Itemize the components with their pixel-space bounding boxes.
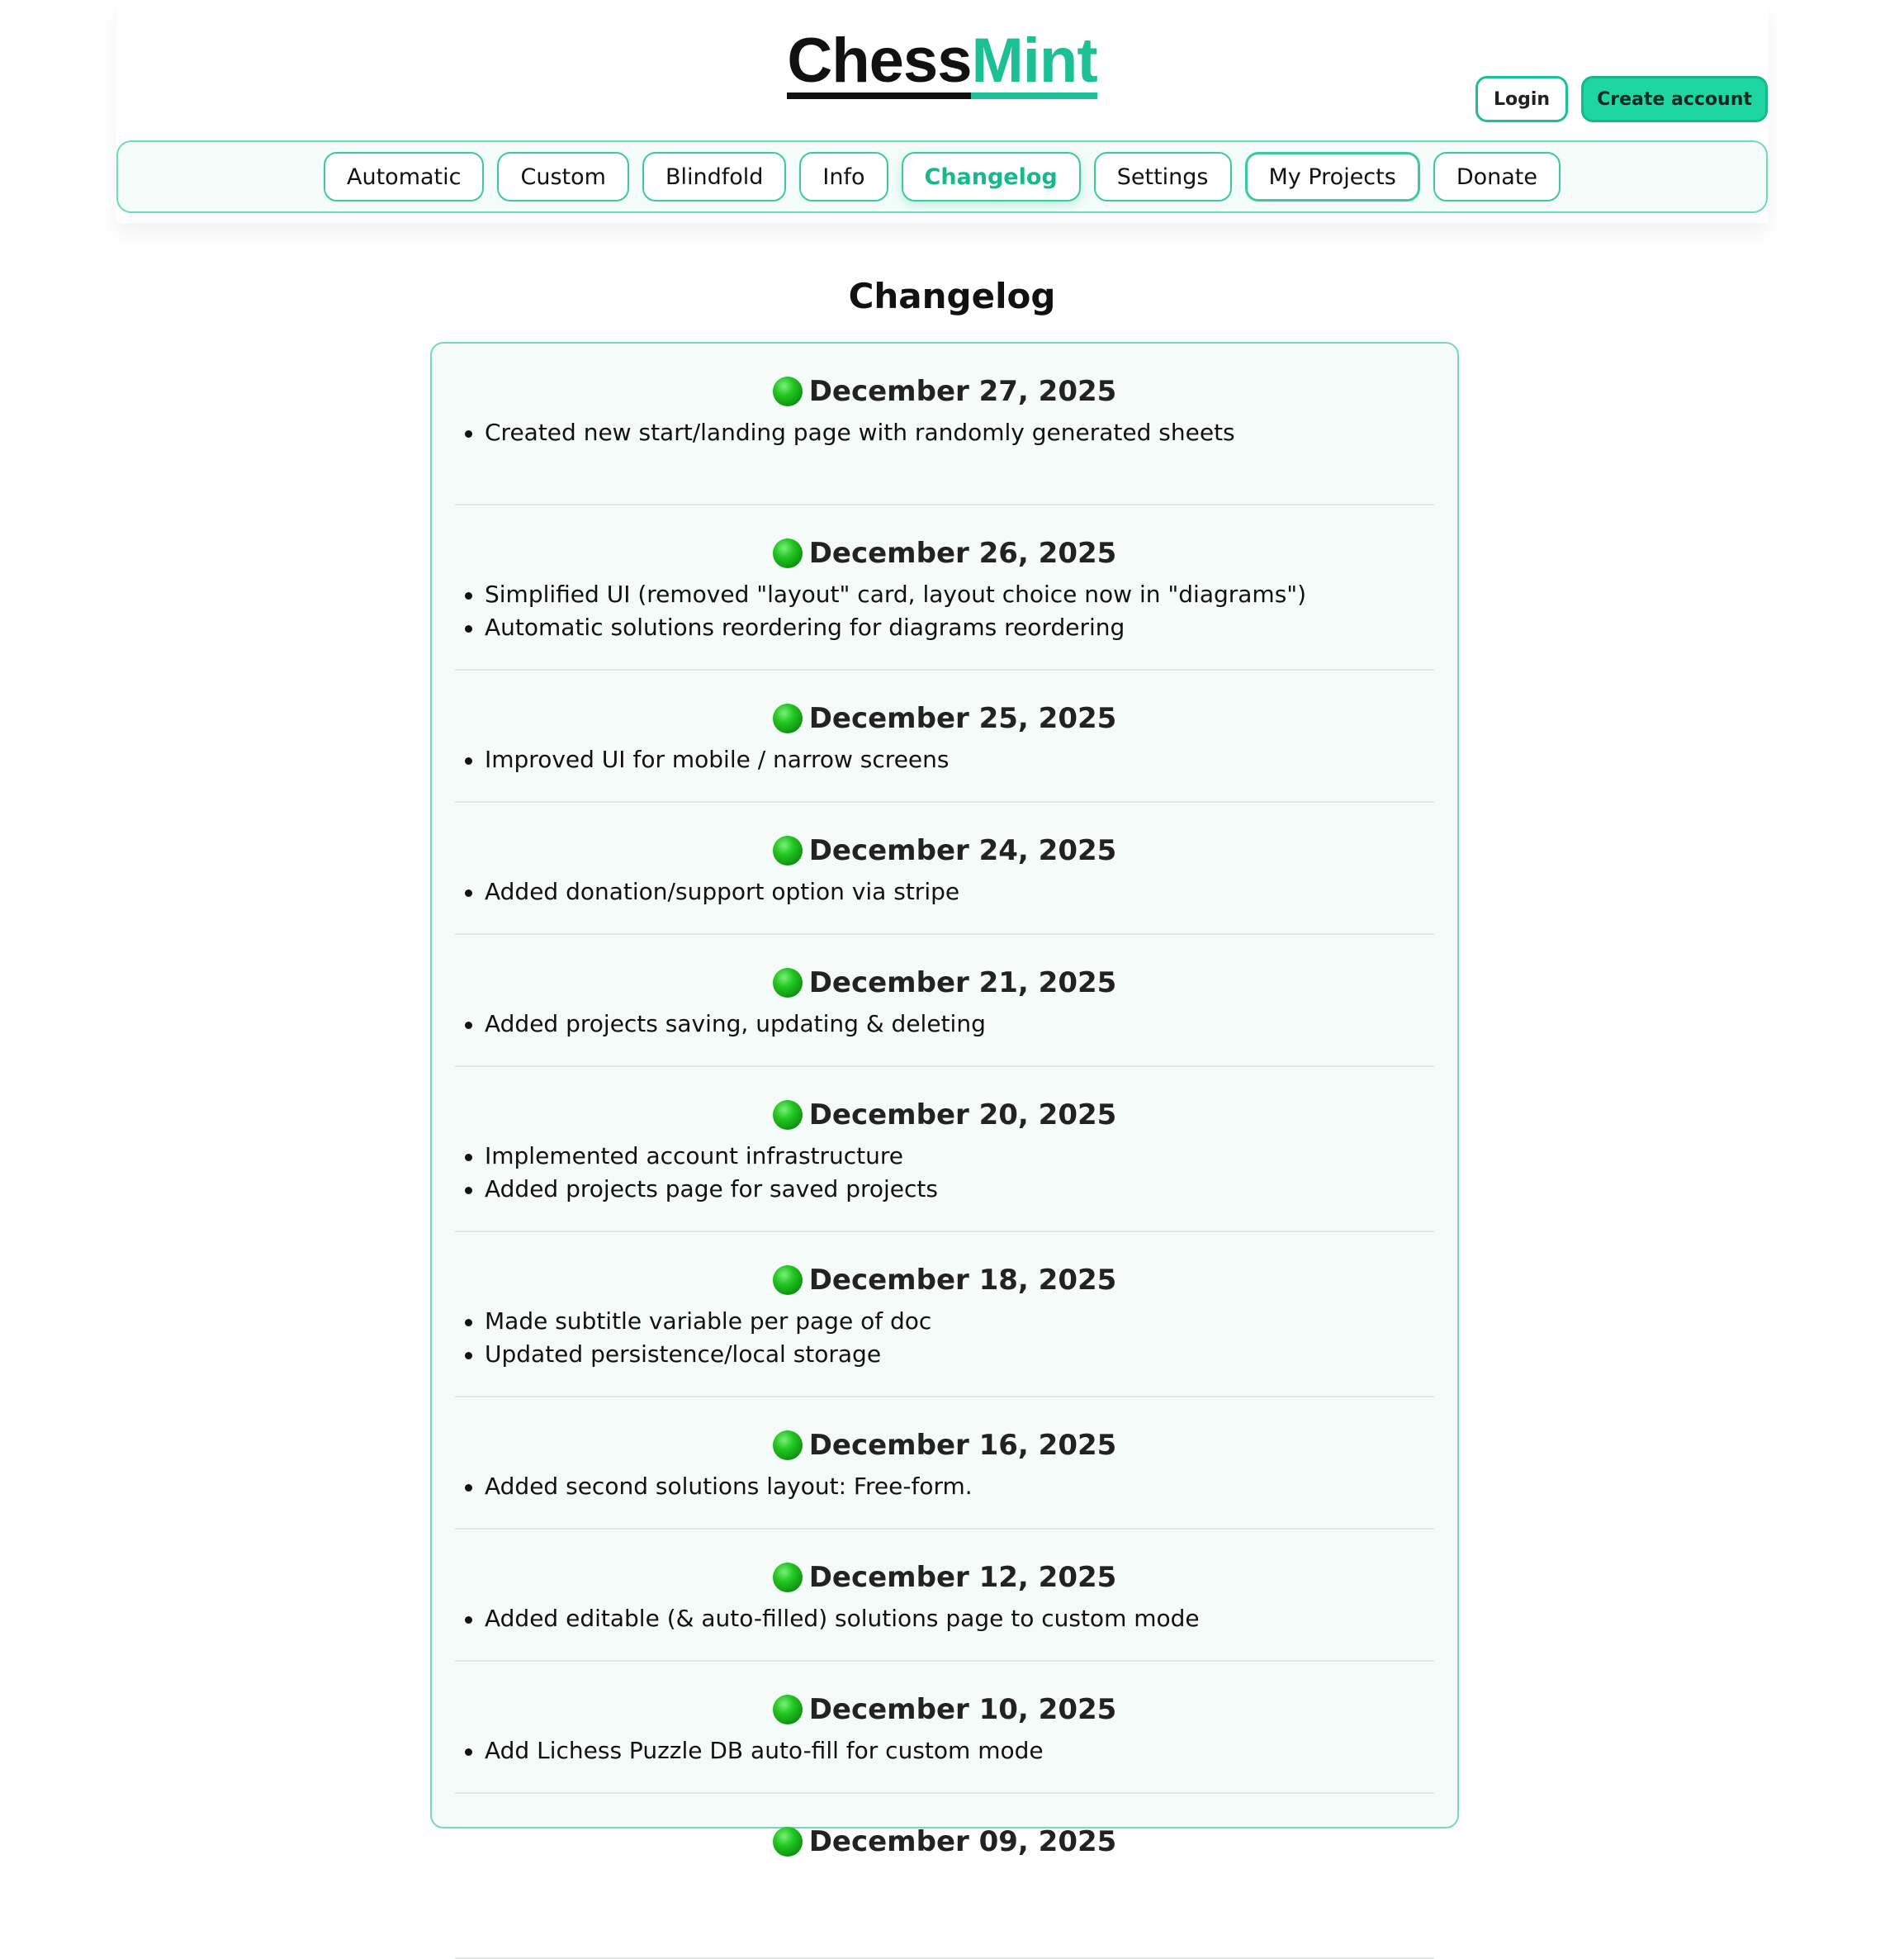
changelog-item: Added donation/support option via stripe [485,875,1434,908]
changelog-entry [455,1794,1434,1959]
changelog-items [455,1602,1434,1635]
green-circle-icon [773,1827,803,1857]
tab-automatic[interactable]: Automatic [324,152,484,202]
changelog-entry [455,1530,1434,1662]
tab-my-projects[interactable]: My Projects [1245,152,1420,202]
changelog-items [455,1140,1434,1206]
changelog-item: Automatic solutions reordering for diagrams reordering [485,611,1434,644]
changelog-date-heading [455,1691,1434,1728]
changelog-date-heading [455,535,1434,572]
changelog-items [455,1008,1434,1041]
changelog-items [455,416,1434,449]
changelog-entry [455,1232,1434,1397]
changelog-entry [455,1067,1434,1232]
green-circle-icon [773,1430,803,1460]
changelog-item: Updated persistence/local storage [485,1338,1434,1371]
changelog-date: December 16, 2025 [808,1429,1117,1462]
green-circle-icon [773,1100,803,1130]
changelog-entry [455,803,1434,935]
changelog-date-heading [455,965,1434,1001]
changelog-entry [455,505,1434,671]
changelog-date-heading [455,1097,1434,1133]
green-circle-icon [773,538,803,568]
tab-donate[interactable]: Donate [1433,152,1561,202]
changelog-date: December 10, 2025 [808,1693,1117,1726]
changelog-card [430,342,1459,1858]
tab-info[interactable]: Info [799,152,888,202]
logo-mint-text: Mint [971,30,1096,99]
main-nav [116,140,1768,213]
changelog-date-heading [455,1559,1434,1596]
changelog-entry [455,935,1434,1067]
site-header [116,0,1768,223]
tab-settings[interactable]: Settings [1094,152,1232,202]
changelog-entry [455,1397,1434,1530]
green-circle-icon [773,836,803,866]
login-button[interactable]: Login [1475,76,1568,122]
changelog-date: December 25, 2025 [808,702,1117,735]
changelog-entry [455,1662,1434,1794]
changelog-item: Created new start/landing page with randomly generated sheets [485,416,1434,449]
changelog-date: December 21, 2025 [808,966,1117,999]
green-circle-icon [773,1265,803,1295]
tab-custom[interactable]: Custom [497,152,628,202]
changelog-date: December 18, 2025 [808,1264,1117,1297]
changelog-items [455,875,1434,908]
changelog-date: December 09, 2025 [808,1825,1117,1858]
changelog-date: December 20, 2025 [808,1098,1117,1131]
tab-blindfold[interactable]: Blindfold [642,152,786,202]
changelog-items [455,1734,1434,1767]
changelog-items [455,1305,1434,1371]
changelog-items [455,1470,1434,1503]
tab-changelog[interactable]: Changelog [902,152,1081,202]
green-circle-icon [773,968,803,998]
changelog-item: Made subtitle variable per page of doc [485,1305,1434,1338]
changelog-item: Add Lichess Puzzle DB auto-fill for custom mode [485,1734,1434,1767]
green-circle-icon [773,704,803,733]
changelog-date-heading [455,1262,1434,1298]
changelog-date: December 27, 2025 [808,375,1117,408]
changelog-item: Improved UI for mobile / narrow screens [485,743,1434,776]
changelog-item: Added editable (& auto-filled) solutions page to custom mode [485,1602,1434,1635]
create-account-button[interactable]: Create account [1581,76,1768,122]
logo-chess-text: Chess [787,30,971,99]
changelog-date: December 26, 2025 [808,537,1117,570]
green-circle-icon [773,377,803,406]
changelog-entry [455,373,1434,505]
changelog-date: December 12, 2025 [808,1561,1117,1594]
changelog-date: December 24, 2025 [808,834,1117,867]
green-circle-icon [773,1695,803,1724]
changelog-date-heading [455,1824,1434,1860]
changelog-items [455,743,1434,776]
changelog-item: Added second solutions layout: Free-form. [485,1470,1434,1503]
changelog-item: Added projects saving, updating & deleting [485,1008,1434,1041]
changelog-date-heading [455,1427,1434,1463]
auth-buttons [1475,76,1768,122]
changelog-date-heading [455,700,1434,737]
changelog-item: Added projects page for saved projects [485,1173,1434,1206]
changelog-date-heading [455,832,1434,869]
changelog-date-heading [455,373,1434,410]
changelog-items [455,578,1434,644]
green-circle-icon [773,1563,803,1592]
page-title: Changelog [848,276,1056,316]
changelog-item: Simplified UI (removed "layout" card, layout choice now in "diagrams") [485,578,1434,611]
changelog-entry [455,671,1434,803]
changelog-item: Implemented account infrastructure [485,1140,1434,1173]
